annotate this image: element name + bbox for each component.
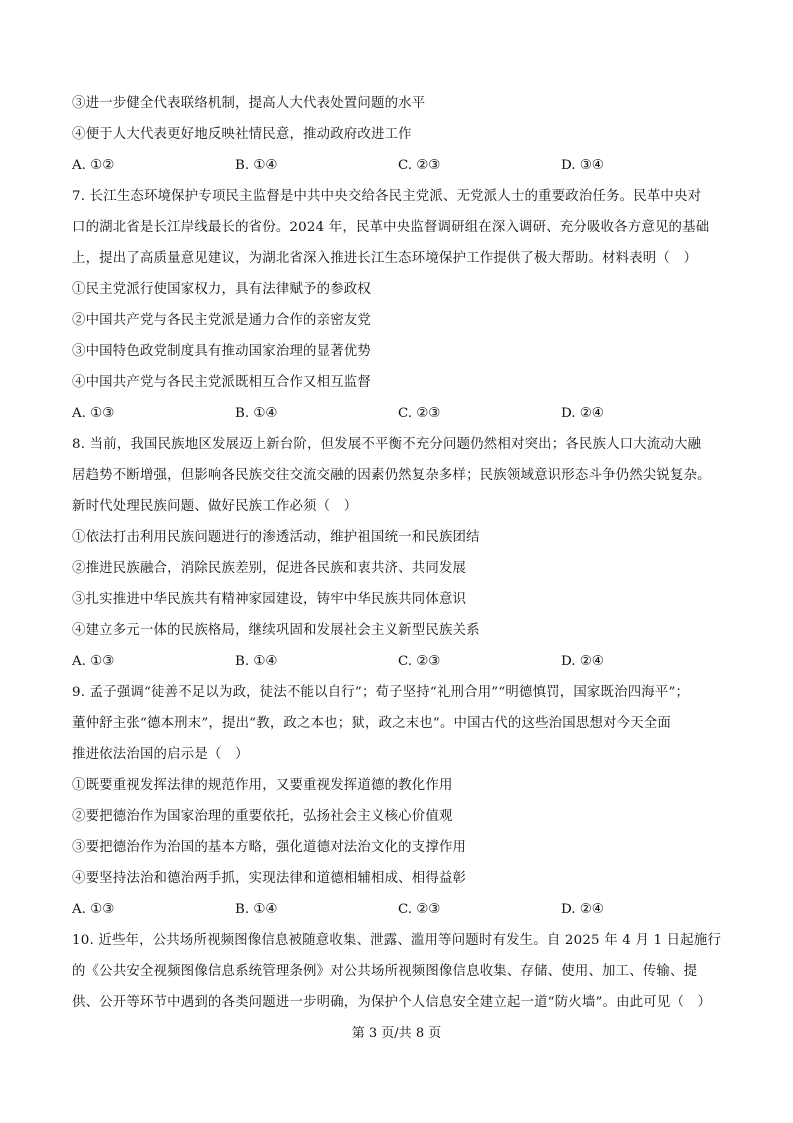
q6-option-d[interactable]: D. ③④ bbox=[561, 158, 604, 173]
q9-item-4: ④要坚持法治和德治两手抓，实现法律和道德相辅相成、相得益彰 bbox=[72, 871, 467, 886]
q6-option-a[interactable]: A. ①② bbox=[72, 158, 115, 173]
q8-item-1: ①依法打击利用民族问题进行的渗透活动，维护祖国统一和民族团结 bbox=[72, 530, 480, 545]
q10-stem-line: 10. 近些年，公共场所视频图像信息被随意收集、泄露、滥用等问题时有发生。自 2025 年 4 月 1 日起施行 bbox=[72, 933, 722, 948]
q9-stem-line: 董仲舒主张“德本刑末”，提出“教，政之本也；狱，政之末也”。中国古代的这些治国思想对今天全面 bbox=[72, 716, 671, 731]
q6-item-4: ④便于人大代表更好地反映社情民意，推动政府改进工作 bbox=[72, 127, 412, 142]
q7-item-1: ①民主党派行使国家权力，具有法律赋予的参政权 bbox=[72, 282, 371, 297]
q8-stem-line: 新时代处理民族问题、做好民族工作必须（ ） bbox=[72, 499, 358, 514]
q8-stem-line: 居趋势不断增强，但影响各民族交往交流交融的因素仍然复杂多样；民族领域意识形态斗争仍然尖锐复杂。 bbox=[72, 468, 711, 483]
q9-stem-line: 推进依法治国的启示是（ ） bbox=[72, 747, 249, 762]
q9-option-d[interactable]: D. ②④ bbox=[561, 902, 604, 917]
q8-option-b[interactable]: B. ①④ bbox=[235, 654, 278, 669]
q6-option-c[interactable]: C. ②③ bbox=[398, 158, 441, 173]
q10-stem-line: 供、公开等环节中遇到的各类问题进一步明确，为保护个人信息安全建立起一道“防火墙”。由此可见（ ） bbox=[72, 995, 712, 1010]
q7-options bbox=[72, 398, 732, 429]
question-8 bbox=[72, 429, 732, 677]
q7-option-b[interactable]: B. ①④ bbox=[235, 406, 278, 421]
q8-option-a[interactable]: A. ①③ bbox=[72, 654, 115, 669]
q9-item-1: ①既要重视发挥法律的规范作用，又要重视发挥道德的教化作用 bbox=[72, 778, 453, 793]
q9-stem-line: 9. 孟子强调“徒善不足以为政，徒法不能以自行”；荀子坚持“礼刑合用”“明德慎罚，国家既治四海平”； bbox=[72, 685, 690, 700]
q7-item-2: ②中国共产党与各民主党派是通力合作的亲密友党 bbox=[72, 313, 371, 328]
q9-option-b[interactable]: B. ①④ bbox=[235, 902, 278, 917]
q8-options bbox=[72, 646, 732, 677]
q8-option-c[interactable]: C. ②③ bbox=[398, 654, 441, 669]
q7-stem-line: 7. 长江生态环境保护专项民主监督是中共中央交给各民主党派、无党派人士的重要政治任务。民革中央对 bbox=[72, 189, 702, 204]
q6-options bbox=[72, 150, 732, 181]
page-number-footer: 第 3 页/共 8 页 bbox=[351, 1026, 442, 1041]
q9-option-c[interactable]: C. ②③ bbox=[398, 902, 441, 917]
q6-item-3: ③进一步健全代表联络机制，提高人大代表处置问题的水平 bbox=[72, 96, 426, 111]
q8-item-4: ④建立多元一体的民族格局，继续巩固和发展社会主义新型民族关系 bbox=[72, 623, 480, 638]
q9-options bbox=[72, 894, 732, 925]
q8-option-d[interactable]: D. ②④ bbox=[561, 654, 604, 669]
q9-item-3: ③要把德治作为治国的基本方略，强化道德对法治文化的支撑作用 bbox=[72, 840, 467, 855]
q7-option-a[interactable]: A. ①③ bbox=[72, 406, 115, 421]
question-10 bbox=[72, 925, 732, 1018]
q8-stem-line: 8. 当前，我国民族地区发展迈上新台阶，但发展不平衡不充分问题仍然相对突出；各民族人口大流动大融 bbox=[72, 437, 702, 452]
q6-option-b[interactable]: B. ①④ bbox=[235, 158, 278, 173]
q7-option-c[interactable]: C. ②③ bbox=[398, 406, 441, 421]
page-content bbox=[72, 88, 732, 1018]
q7-option-d[interactable]: D. ②④ bbox=[561, 406, 604, 421]
q7-item-4: ④中国共产党与各民主党派既相互合作又相互监督 bbox=[72, 375, 371, 390]
q7-stem-line: 上，提出了高质量意见建议，为湖北省深入推进长江生态环境保护工作提供了极大帮助。材料表明（ ） bbox=[72, 251, 698, 266]
q10-stem-line: 的《公共安全视频图像信息系统管理条例》对公共场所视频图像信息收集、存储、使用、加工、传输、提 bbox=[72, 964, 698, 979]
q7-item-3: ③中国特色政党制度具有推动国家治理的显著优势 bbox=[72, 344, 371, 359]
q9-item-2: ②要把德治作为国家治理的重要依托，弘扬社会主义核心价值观 bbox=[72, 809, 453, 824]
q8-item-3: ③扎实推进中华民族共有精神家园建设，铸牢中华民族共同体意识 bbox=[72, 592, 467, 607]
q8-item-2: ②推进民族融合，消除民族差别，促进各民族和衷共济、共同发展 bbox=[72, 561, 467, 576]
q9-option-a[interactable]: A. ①③ bbox=[72, 902, 115, 917]
q7-stem-line: 口的湖北省是长江岸线最长的省份。2024 年，民革中央监督调研组在深入调研、充分吸收各方意见的基础 bbox=[72, 220, 710, 235]
question-7 bbox=[72, 181, 732, 429]
question-9 bbox=[72, 677, 732, 925]
